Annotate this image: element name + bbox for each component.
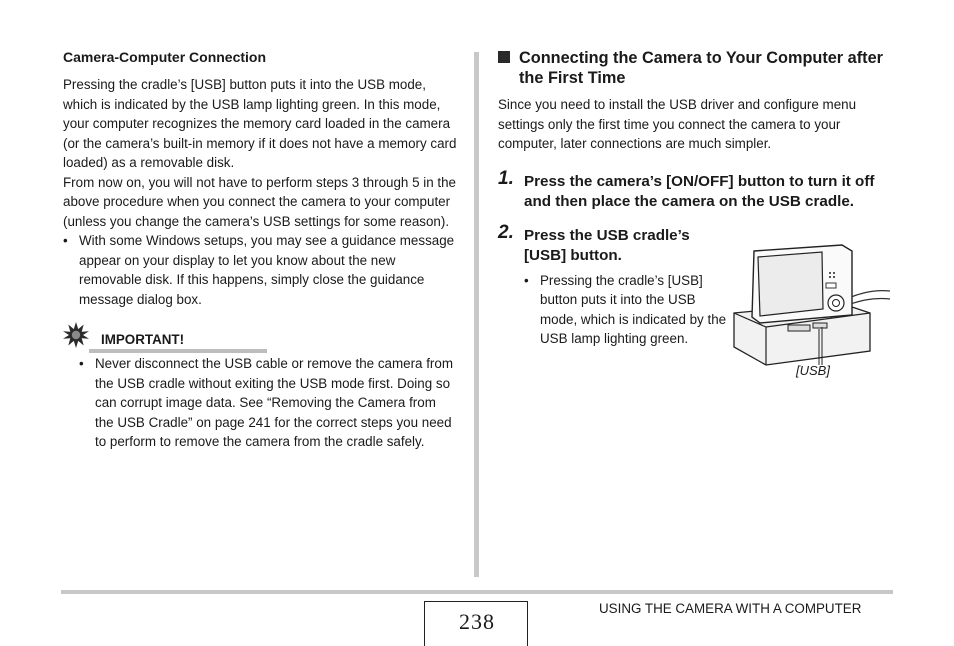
usb-button-callout: [USB] [796, 363, 830, 378]
important-burst-icon [63, 322, 89, 348]
section-square-icon [498, 51, 510, 63]
bullet-text: Never disconnect the USB cable or remove the camera from the USB cradle without exiting the USB mode first. Doing so can corrupt image data. See “Removing the Camera from the USB Cradle” on page 241 for the correct steps you need to perform to remove the camera from the cradle safely. [95, 356, 453, 449]
bullet-dot: • [79, 356, 84, 371]
intro-paragraph: Since you need to install the USB driver and configure menu settings only the first time you connect the camera to your computer, later connections are much simpler. [498, 97, 857, 151]
page-number-box [424, 601, 528, 646]
step-1-text: Press the camera’s [ON/OFF] button to turn it off and then place the camera on the USB cradle. [524, 172, 875, 210]
section-title [498, 48, 898, 88]
bullet-text: Pressing the cradle’s [USB] button puts it into the USB mode, which is indicated by the USB lamp lighting green. [540, 272, 727, 346]
step-2-number: 2. [498, 221, 514, 243]
bullet-text: With some Windows setups, you may see a guidance message appear on your display to let you know about the new removable disk. If this happens, simply close the guidance message dialog box. [79, 233, 455, 307]
section-title-text: Connecting the Camera to Your Computer after the First Time [519, 49, 883, 87]
footer-rule [61, 590, 893, 594]
footer-section-title: USING THE CAMERA WITH A COMPUTER [599, 601, 862, 616]
camera-computer-connection-heading: Camera-Computer Connection [63, 49, 267, 65]
camera-on-cradle-illustration [730, 243, 892, 383]
step-2-text: Press the USB cradle’s [USB] button. [524, 226, 690, 264]
important-list [63, 354, 458, 452]
important-bullet [79, 354, 458, 452]
windows-guidance-bullet [63, 231, 458, 309]
bullet-dot: • [524, 272, 529, 288]
left-column [63, 48, 458, 452]
important-header [63, 329, 458, 353]
column-divider [474, 52, 479, 577]
important-label: IMPORTANT! [101, 332, 185, 347]
bullet-dot: • [63, 233, 68, 248]
page-number: 238 [459, 609, 495, 634]
important-underline [89, 349, 267, 353]
paragraph-from-now-on: From now on, you will not have to perform steps 3 through 5 in the above procedure when you connect the camera to your computer (unless you change the camera’s USB settings for some reason). [63, 174, 456, 229]
step-2-bullet [524, 271, 730, 349]
step-1-number: 1. [498, 167, 514, 189]
paragraph-usb-mode: Pressing the cradle’s [USB] button puts it into the USB mode, which is indicated by the USB lamp lighting green. In this mode, your computer recognizes the memory card loaded in the camera (or the camera’s built-in memory if it does not have a memory card loaded) as a removable disk. [63, 77, 457, 170]
step-1 [498, 167, 898, 213]
